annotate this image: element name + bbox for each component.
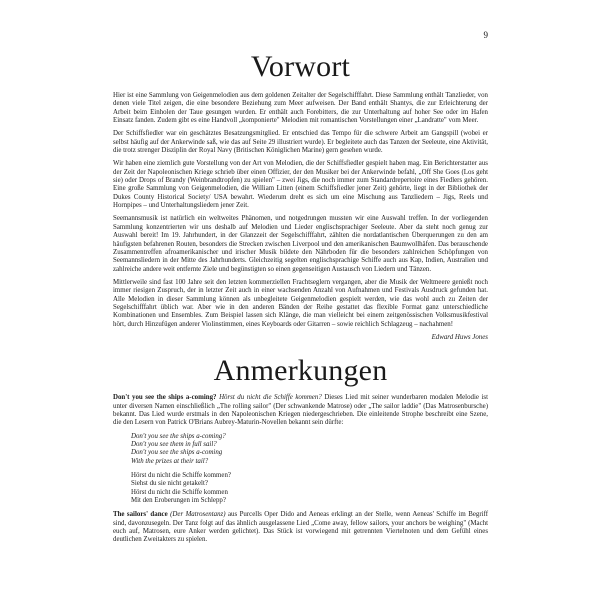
- note-entry-2: [113, 511, 488, 544]
- note-2-title: The sailors' dance: [113, 511, 168, 519]
- note-1-title-german: Hörst du nicht die Schiffe kommen?: [219, 394, 322, 402]
- vorwort-heading: Vorwort: [250, 50, 351, 83]
- verse-line: With the prizes at their tail?: [131, 457, 209, 465]
- note-2-text: aus Purcells Oper Dido and Aeneas erklingt an der Stelle, wenn Aeneas' Schiffe im Begriff sind, davonzusegeln. Der Tanz folgt auf das ähnlich ausgelassene Lied „Come away, fellow sailors, your anchors be weighing" (Macht euch auf, Matrosen, eure Anker werden gelichtet). Das Stück ist vorwiegend mit getrennten Viertelnoten und dem Gefühl eines deutlichen Zweitakters zu spielen.: [113, 511, 488, 544]
- verse-line: Siehst du sie nicht getakelt?: [131, 480, 208, 488]
- note-1-title: Don't you see the ships a-coming?: [113, 394, 217, 402]
- anmerkungen-heading: Anmerkungen: [213, 354, 388, 388]
- vorwort-paragraph-5: Mittlerweile sind fast 100 Jahre seit den letzten kommerziellen Frachtseglern vergangen, aber die Musik der Weltmeere genießt noch immer riesigen Zuspruch, der in letzter Zeit auch in einer wachsenden Anzahl von Aufnahmen und Festivals Ausdruck gefunden hat. Alle Melodien in dieser Sammlung können als unbegleitete Geigenmelodien gespielt werden, wie das wohl auch zu Zeiten der Segelschifffahrt üblich war. Aber wie in den anderen Bänden der Reihe gestattet das flexible Format ganz unterschiedliche Kombinationen und Ensembles. Zum Beispiel lassen sich Klänge, die man vielleicht bei einem zeitgenössischen Volksmusikfestival hört, durch Hinzufügen anderer Violinstimmen, eines Keyboards oder Gitarren – sowie reichlich Schlagzeug – nachahmen!: [113, 278, 488, 328]
- note-entry-1: [113, 394, 488, 427]
- verse-line: Mit den Eroberungen im Schlepp?: [131, 497, 226, 505]
- vorwort-paragraph-3: Wir haben eine ziemlich gute Vorstellung von der Art von Melodien, die der Schiffsfiedler gespielt haben mag. Ein Berichterstatter aus der Zeit der Napoleonischen Kriege schrieb über einen Offizier, der den Musiker bei der Ankerwinde befahl, „Off She Goes (Los geht sie) oder Drops of Brandy (Weinbrandtropfen) zu spielen" – zwei Jigs, die noch immer zum Standardrepertoire eines Fiedlers gehören. Eine große Sammlung von Geigenmelodien, die William Litten (einem Schiffsfiedler jener Zeit) gehörte, liegt in der Bibliothek der Dukes County Historical Society/ USA bewahrt. Wiederum dreht es sich um eine Mischung aus Tanzliedern – Jigs, Reels und Hornpipes – und Unterhaltungsliedern jener Zeit.: [113, 160, 488, 210]
- verse-english: [131, 433, 488, 466]
- verse-german: [131, 472, 488, 505]
- verse-line: Don't you see them in full sail?: [131, 441, 217, 448]
- verse-line: Hörst du nicht die Schiffe kommen?: [131, 472, 231, 480]
- page-content: [113, 48, 488, 550]
- verse-line: Don't you see the ships a-coming?: [131, 432, 226, 440]
- note-1-text: Dieses Lied mit seiner wunderbaren modalen Melodie ist unter diversen Namen einschließlich „The rolling sailor" (Der schwankende Matrose) oder „The sailor laddie" (Das Matrosenbursche) bekannt. Das Lied wurde erstmals in den Napoleonischen Kriegen niedergeschrieben. Die einleitende Strophe beschreibt eine Szene, die den Lesern von Patrick O'Brians Aubrey-Maturin-Novellen bekannt sein dürfte:: [113, 394, 488, 427]
- page-number: 9: [483, 30, 488, 40]
- vorwort-paragraph-2: Der Schiffsfiedler war ein geschätztes Besatzungsmitglied. Er entschied das Tempo für die schwere Arbeit am Gangspill (wobei er selbst häufig auf der Ankerwinde saß, wie das auf Seite 29 illustriert wurde). Er begleitete auch das Tanzen der Seeleute, eine Aktivität, die trotz strenger Disziplin der Royal Navy (Britischen Königlichen Marine) gern gesehen wurde.: [113, 130, 488, 155]
- author-signature: Edward Huws Jones: [431, 333, 488, 341]
- verse-line: Don't you see the ships a-coming: [131, 449, 223, 457]
- vorwort-paragraph-1: Hier ist eine Sammlung von Geigenmelodien aus dem goldenen Zeitalter der Segelschifffahrt. Diese Sammlung enthält Tanzlieder, von denen viele Titel zeigen, die eine besondere Beziehung zum Meer aufweisen. Der Band enthält Shantys, die zur Erleichterung der Arbeit beim Einholen der Taue gesungen wurden. Er enthält auch Forebitters, die zur Unterhaltung auf hoher See oder im Hafen Einsatz fanden. Zudem gibt es eine Handvoll „komponierte" Melodien mit romantischen Vorstellungen einer „Landratte" vom Meer.: [113, 92, 488, 125]
- vorwort-paragraph-4: Seemannsmusik ist natürlich ein weltweites Phänomen, und notgedrungen mussten wir eine Auswahl treffen. In der vorliegenden Sammlung konzentrierten wir uns deshalb auf Melodien und Lieder englischsprachiger Seeleute. Aber da steht noch genug zur Auswahl bereit! Im 19. Jahrhundert, in der Glanzzeit der Segelschifffahrt, zählten die nordatlantischen Überquerungen zu den am häufigsten befahrenen Routen, besonders die Strecken zwischen Liverpool und den amerikanischen Baumwollhäfen. Das berauschende Zusammentreffen afroamerikanischer und irischer Musik bildete den Nährboden für die besonders zahlreichen Schöpfungen von Seemannsliedern in der Mitte des Jahrhunderts. Gleichzeitig segelten englischsprachige Schiffe auch aus Kap, Indien, Australien und zahlreiche andere weit entfernte Ziele und begünstigten so einen gegenseitigen Austausch von Liedern und Tänzen.: [113, 215, 488, 273]
- verse-line: Hörst du nicht die Schiffe kommen: [131, 488, 228, 496]
- note-2-title-german: (Der Matrosentanz): [170, 511, 226, 519]
